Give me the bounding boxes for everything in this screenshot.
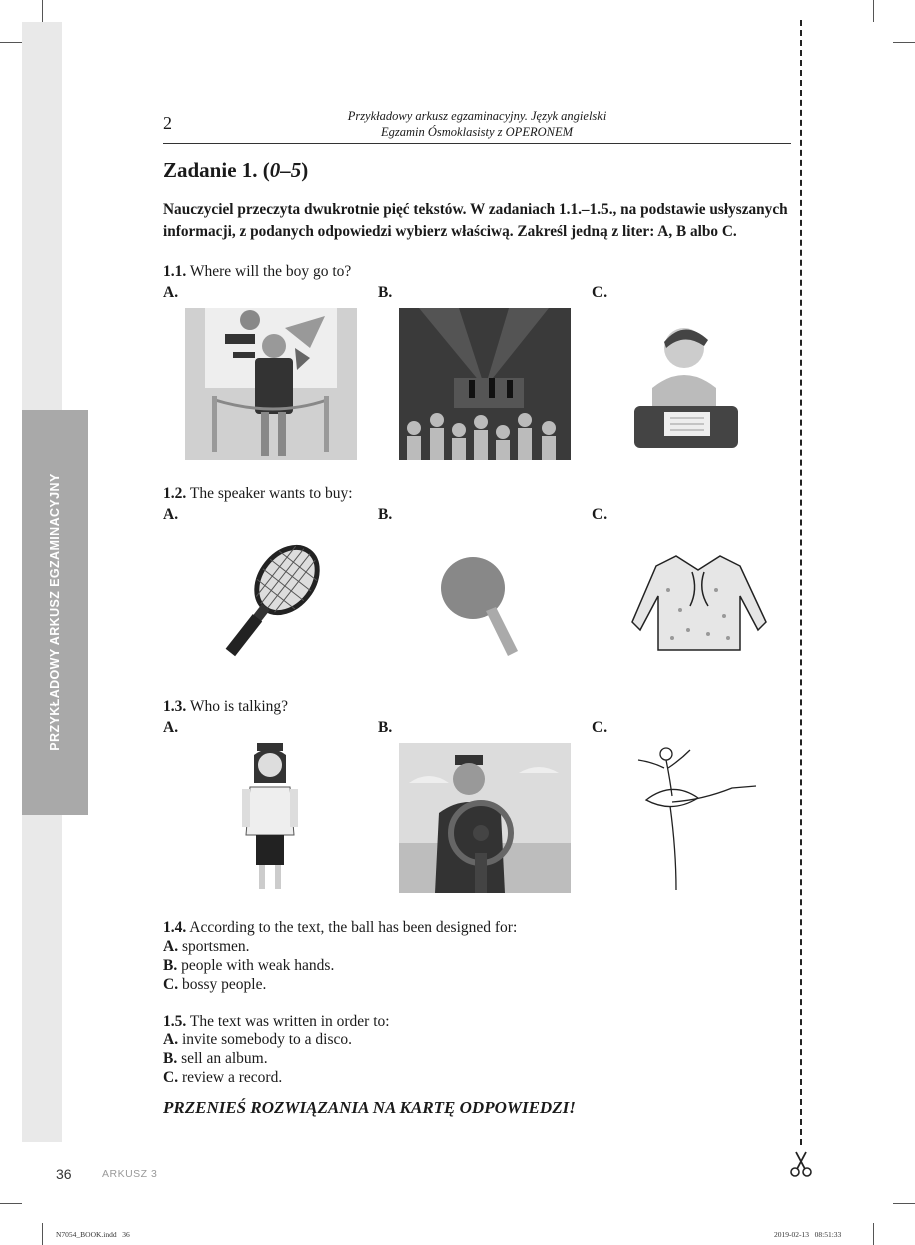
crop-mark	[42, 1223, 43, 1245]
crop-mark	[873, 0, 874, 22]
crop-mark	[873, 1223, 874, 1245]
option-a-label: A.	[163, 719, 179, 736]
crop-mark	[42, 0, 43, 22]
choice-1-4-c: C. bossy people.	[163, 976, 267, 993]
slug-file: N7054_BOOK.indd 36	[56, 1230, 130, 1239]
question-1-5: 1.5. The text was written in order to:	[163, 1013, 390, 1030]
museum-exhibition-image	[185, 308, 357, 465]
choice-1-4-a: A. sportsmen.	[163, 938, 250, 955]
running-header	[342, 108, 612, 140]
crop-mark	[893, 1203, 915, 1204]
flight-attendant-image	[240, 743, 300, 898]
option-c-label: C.	[592, 719, 608, 736]
task-title: Zadanie 1. (0–5)	[163, 158, 309, 182]
question-1-3: 1.3. Who is talking?	[163, 698, 289, 715]
ship-captain-image	[399, 743, 571, 898]
question-1-4: 1.4. According to the text, the ball has been designed for:	[163, 919, 518, 936]
sidebar-label: PRZYKŁADOWY ARKUSZ EGZAMINACYJNY	[48, 473, 62, 751]
question-1-1: 1.1. Where will the boy go to?	[163, 263, 352, 280]
cut-line	[800, 20, 802, 1145]
option-a-label: A.	[163, 284, 179, 301]
choice-1-5-b: B. sell an album.	[163, 1050, 268, 1067]
crop-mark	[0, 42, 22, 43]
footer-arkusz: ARKUSZ 3	[102, 1168, 158, 1180]
option-c-label: C.	[592, 506, 608, 523]
page-number: 2	[163, 113, 172, 133]
crop-mark	[893, 42, 915, 43]
choice-1-5-c: C. review a record.	[163, 1069, 283, 1086]
crop-mark	[0, 1203, 22, 1204]
blouse-image	[628, 550, 770, 663]
header-line-2: Egzamin Ósmoklasisty z OPERONEM	[381, 125, 573, 139]
question-1-2: 1.2. The speaker wants to buy:	[163, 485, 353, 502]
task-instruction: Nauczyciel przeczyta dwukrotnie pięć tekstów. W zadaniach 1.1.–1.5., na podstawie usłyszanych informacji, z podanych odpowiedzi wybierz właściwą. Zakreśl jedną z liter: A, B albo C.	[163, 201, 788, 240]
sidebar-tab	[22, 410, 88, 815]
header-line-1: Przykładowy arkusz egzaminacyjny. Język angielski	[347, 109, 607, 123]
ping-pong-paddle-image	[440, 555, 520, 662]
choice-1-5-a: A. invite somebody to a disco.	[163, 1031, 352, 1048]
option-b-label: B.	[378, 719, 393, 736]
header-rule	[163, 143, 791, 144]
option-c-label: C.	[592, 284, 608, 301]
ballerina-image	[632, 740, 762, 900]
bored-student-image	[632, 318, 742, 458]
choice-1-4-b: B. people with weak hands.	[163, 957, 335, 974]
footer-page-number: 36	[56, 1166, 72, 1182]
slug-date: 2019-02-13 08:51:33	[774, 1230, 842, 1239]
option-b-label: B.	[378, 284, 393, 301]
closing-instruction: PRZENIEŚ ROZWIĄZANIA NA KARTĘ ODPOWIEDZI!	[163, 1098, 576, 1117]
scissors-icon	[788, 1150, 814, 1183]
concert-crowd-image	[399, 308, 571, 465]
tennis-racket-image	[215, 540, 325, 677]
option-a-label: A.	[163, 506, 179, 523]
option-b-label: B.	[378, 506, 393, 523]
